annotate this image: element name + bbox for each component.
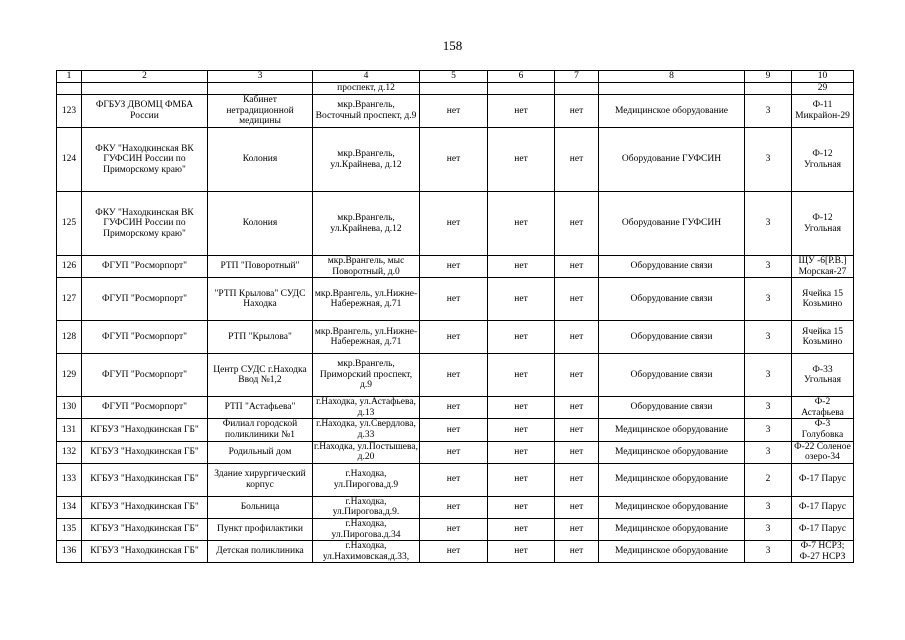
table-cell: Филиал городской поликлиники №1: [208, 419, 313, 441]
table-cell: Больница: [208, 496, 313, 518]
table-cell: г.Находка, ул.Пирогова,д.9: [313, 463, 420, 496]
column-header: 3: [208, 71, 313, 83]
column-header: 10: [792, 71, 854, 83]
table-cell: Медицинское оборудование: [599, 419, 745, 441]
table-cell: ФГУП "Росморпорт": [82, 397, 208, 419]
table-cell: нет: [420, 441, 488, 463]
table-row: [57, 192, 854, 256]
table-cell: 135: [57, 518, 82, 540]
table-cell: нет: [555, 354, 599, 397]
table-cell: 3: [745, 95, 792, 128]
table-cell: мкр.Врангель, мыс Поворотный, д.0: [313, 256, 420, 278]
table-cell: нет: [488, 95, 555, 128]
table-cell: Оборудование связи: [599, 278, 745, 321]
table-cell: Кабинет нетрадиционной медицины: [208, 95, 313, 128]
table-cell: Медицинское оборудование: [599, 496, 745, 518]
table-cell: [555, 83, 599, 95]
table-cell: 126: [57, 256, 82, 278]
table-cell: г.Находка, ул.Пирогова,д.9.: [313, 496, 420, 518]
table-cell: 129: [57, 354, 82, 397]
table-cell: г.Находка, ул.Свердлова, д.33: [313, 419, 420, 441]
table-cell: нет: [420, 518, 488, 540]
table-cell: нет: [555, 397, 599, 419]
table-cell: 3: [745, 278, 792, 321]
table-cell: ФГБУЗ ДВОМЦ ФМБА России: [82, 95, 208, 128]
table-cell: нет: [555, 95, 599, 128]
table-cell: Пункт профилактики: [208, 518, 313, 540]
table-cell: нет: [555, 128, 599, 192]
table-row: [57, 441, 854, 463]
table-cell: нет: [488, 541, 555, 563]
column-header: 1: [57, 71, 82, 83]
table-cell: Оборудование связи: [599, 354, 745, 397]
table-cell: нет: [420, 128, 488, 192]
table-cell: 136: [57, 541, 82, 563]
table-cell: РТП "Астафьева": [208, 397, 313, 419]
table-cell: "РТП Крылова" СУДС Находка: [208, 278, 313, 321]
table-cell: нет: [488, 419, 555, 441]
table-cell: нет: [420, 496, 488, 518]
table-cell: РТП "Поворотный": [208, 256, 313, 278]
table-cell: г.Находка, ул.Астафьева, д.13: [313, 397, 420, 419]
table-cell: 125: [57, 192, 82, 256]
table-cell: нет: [555, 256, 599, 278]
table-cell: нет: [488, 518, 555, 540]
table-cell: нет: [488, 496, 555, 518]
table-body: [57, 83, 854, 563]
table-cell: Ф-17 Парус: [792, 463, 854, 496]
table-cell: Ф-33 Угольная: [792, 354, 854, 397]
column-header: 5: [420, 71, 488, 83]
table-cell: ФГУП "Росморпорт": [82, 256, 208, 278]
table-cell: нет: [555, 463, 599, 496]
table-row: [57, 541, 854, 563]
table-cell: 124: [57, 128, 82, 192]
table-cell: Ф-12 Угольная: [792, 128, 854, 192]
table-row: [57, 419, 854, 441]
table-cell: 2: [745, 463, 792, 496]
table-cell: 128: [57, 321, 82, 354]
table-cell: Здание хирургический корпус: [208, 463, 313, 496]
table-cell: нет: [420, 192, 488, 256]
table-row: [57, 354, 854, 397]
table-cell: КГБУЗ "Находкинская ГБ": [82, 441, 208, 463]
table-cell: нет: [420, 463, 488, 496]
table-cell: нет: [488, 256, 555, 278]
table-cell: мкр.Врангель, ул.Нижне-Набережная, д.71: [313, 278, 420, 321]
table-cell: нет: [420, 256, 488, 278]
table-cell: КГБУЗ "Находкинская ГБ": [82, 496, 208, 518]
table-cell: Центр СУДС г.Находка Ввод №1,2: [208, 354, 313, 397]
table-cell: нет: [420, 397, 488, 419]
table-cell: [745, 83, 792, 95]
table-cell: проспект, д.12: [313, 83, 420, 95]
table-cell: Детская поликлиника: [208, 541, 313, 563]
table-cell: 3: [745, 354, 792, 397]
table-cell: [82, 83, 208, 95]
table-cell: нет: [488, 463, 555, 496]
table-cell: 3: [745, 518, 792, 540]
table-cell: ФГУП "Росморпорт": [82, 354, 208, 397]
table-cell: г.Находка, ул.Постышева, д.20: [314, 441, 418, 463]
table-row: [57, 256, 854, 278]
table-cell: [57, 83, 82, 95]
table-cell: нет: [420, 95, 488, 128]
data-table: [56, 70, 854, 563]
table-cell: 127: [57, 278, 82, 321]
table-cell: 3: [745, 321, 792, 354]
table-cell: Оборудование связи: [599, 256, 745, 278]
table-cell: [599, 83, 745, 95]
table-row: [57, 518, 854, 540]
table-cell: Медицинское оборудование: [599, 541, 745, 563]
column-header: 9: [745, 71, 792, 83]
table-cell: РТП "Крылова": [208, 321, 313, 354]
table-cell: нет: [555, 541, 599, 563]
table-cell: ФГУП "Росморпорт": [82, 321, 208, 354]
table-cell: 29: [792, 83, 854, 95]
table-cell: нет: [420, 321, 488, 354]
table-cell: мкр.Врангель, ул.Нижне-Набережная, д.71: [313, 321, 420, 354]
table-cell: 134: [57, 496, 82, 518]
table-cell: Ячейка 15 Козьмино: [792, 278, 854, 321]
table-cell: нет: [555, 321, 599, 354]
table-cell: нет: [488, 321, 555, 354]
table-cell: 3: [745, 441, 792, 463]
table-cell: 132: [57, 441, 82, 463]
table-cell: Оборудование связи: [599, 397, 745, 419]
table-row: [57, 397, 854, 419]
table-cell: Колония: [208, 192, 313, 256]
table-cell: нет: [488, 192, 555, 256]
table-row: [57, 95, 854, 128]
continuation-row: [57, 83, 854, 95]
table-cell: ФКУ "Находкинская ВК ГУФСИН России по Приморскому краю": [82, 128, 208, 192]
table-cell: г.Находка, ул.Пирогова.д.34: [313, 518, 420, 540]
table-cell: нет: [488, 354, 555, 397]
table-cell: 3: [745, 192, 792, 256]
table-cell: нет: [555, 278, 599, 321]
table-cell: Ф-22 Соленое озеро-34: [792, 441, 854, 463]
table-cell: нет: [488, 441, 555, 463]
table-cell: [488, 83, 555, 95]
column-header: 2: [82, 71, 208, 83]
table-cell: 3: [745, 256, 792, 278]
table-cell: нет: [488, 128, 555, 192]
table-row: [57, 463, 854, 496]
table-cell: [420, 83, 488, 95]
table-cell: Медицинское оборудование: [599, 518, 745, 540]
column-header: 7: [555, 71, 599, 83]
table-row: [57, 128, 854, 192]
table-cell: мкр.Врангель, ул.Крайнева, д.12: [313, 128, 420, 192]
table-cell: Ф-2 Астафьева: [792, 397, 854, 419]
table-cell: 123: [57, 95, 82, 128]
table-cell: КГБУЗ "Находкинская ГБ": [82, 541, 208, 563]
table-cell: нет: [555, 192, 599, 256]
table-row: [57, 321, 854, 354]
table-cell: ФГУП "Росморпорт": [82, 278, 208, 321]
table-cell: нет: [555, 518, 599, 540]
table-cell: 3: [745, 419, 792, 441]
table-cell: мкр.Врангель, ул.Крайнева, д.12: [313, 192, 420, 256]
table-cell: Ф-12 Угольная: [792, 192, 854, 256]
table-cell: Оборудование связи: [599, 321, 745, 354]
table-row: [57, 496, 854, 518]
table-cell: Медицинское оборудование: [599, 463, 745, 496]
table-cell: нет: [555, 441, 599, 463]
table-cell: нет: [420, 541, 488, 563]
table-row: [57, 278, 854, 321]
table-cell: нет: [420, 419, 488, 441]
table-cell: нет: [420, 354, 488, 397]
table-cell: Ячейка 15 Козьмино: [792, 321, 854, 354]
table-header-row: [57, 71, 854, 83]
table-cell: КГБУЗ "Находкинская ГБ": [82, 518, 208, 540]
table-cell: нет: [420, 278, 488, 321]
table-cell: Ф-3 Голубовка: [792, 419, 854, 441]
table-cell: Оборудование ГУФСИН: [599, 128, 745, 192]
table-cell: [208, 83, 313, 95]
table-cell: КГБУЗ "Находкинская ГБ": [82, 419, 208, 441]
table-cell: Колония: [208, 128, 313, 192]
table-cell: Ф-7 НСРЗ; Ф-27 НСРЗ: [792, 541, 854, 563]
table-cell: Ф-17 Парус: [792, 518, 854, 540]
table-cell: Медицинское оборудование: [599, 441, 745, 463]
table-cell: нет: [555, 496, 599, 518]
table-cell: КГБУЗ "Находкинская ГБ": [82, 463, 208, 496]
table-cell: нет: [488, 397, 555, 419]
column-header: 6: [488, 71, 555, 83]
table-cell: Медицинское оборудование: [599, 95, 745, 128]
table-cell: 3: [745, 397, 792, 419]
table-cell: нет: [488, 278, 555, 321]
table-cell: 3: [745, 541, 792, 563]
table-cell: Оборудование ГУФСИН: [599, 192, 745, 256]
table-cell: 131: [57, 419, 82, 441]
table-cell: мкр.Врангель, Восточный проспект, д.9: [313, 95, 420, 128]
column-header: 8: [599, 71, 745, 83]
table-cell: Ф-11 Микрайон-29: [792, 95, 854, 128]
column-header: 4: [313, 71, 420, 83]
table-cell: г.Находка, ул.Нахимовская,д.33,: [313, 541, 420, 563]
table-cell: ЩУ -6[Р.В.] Морская-27: [792, 256, 854, 278]
table-cell: 3: [745, 496, 792, 518]
table-cell: 130: [57, 397, 82, 419]
table-cell: 133: [57, 463, 82, 496]
page-number: 158: [442, 38, 463, 53]
table-cell: Родильный дом: [208, 441, 313, 463]
table-cell: мкр.Врангель, Приморский проспект, д.9: [313, 354, 420, 397]
table-cell: ФКУ "Находкинская ВК ГУФСИН России по Приморскому краю": [82, 192, 208, 256]
table-cell: 3: [745, 128, 792, 192]
table-cell: Ф-17 Парус: [792, 496, 854, 518]
table-cell: нет: [555, 419, 599, 441]
